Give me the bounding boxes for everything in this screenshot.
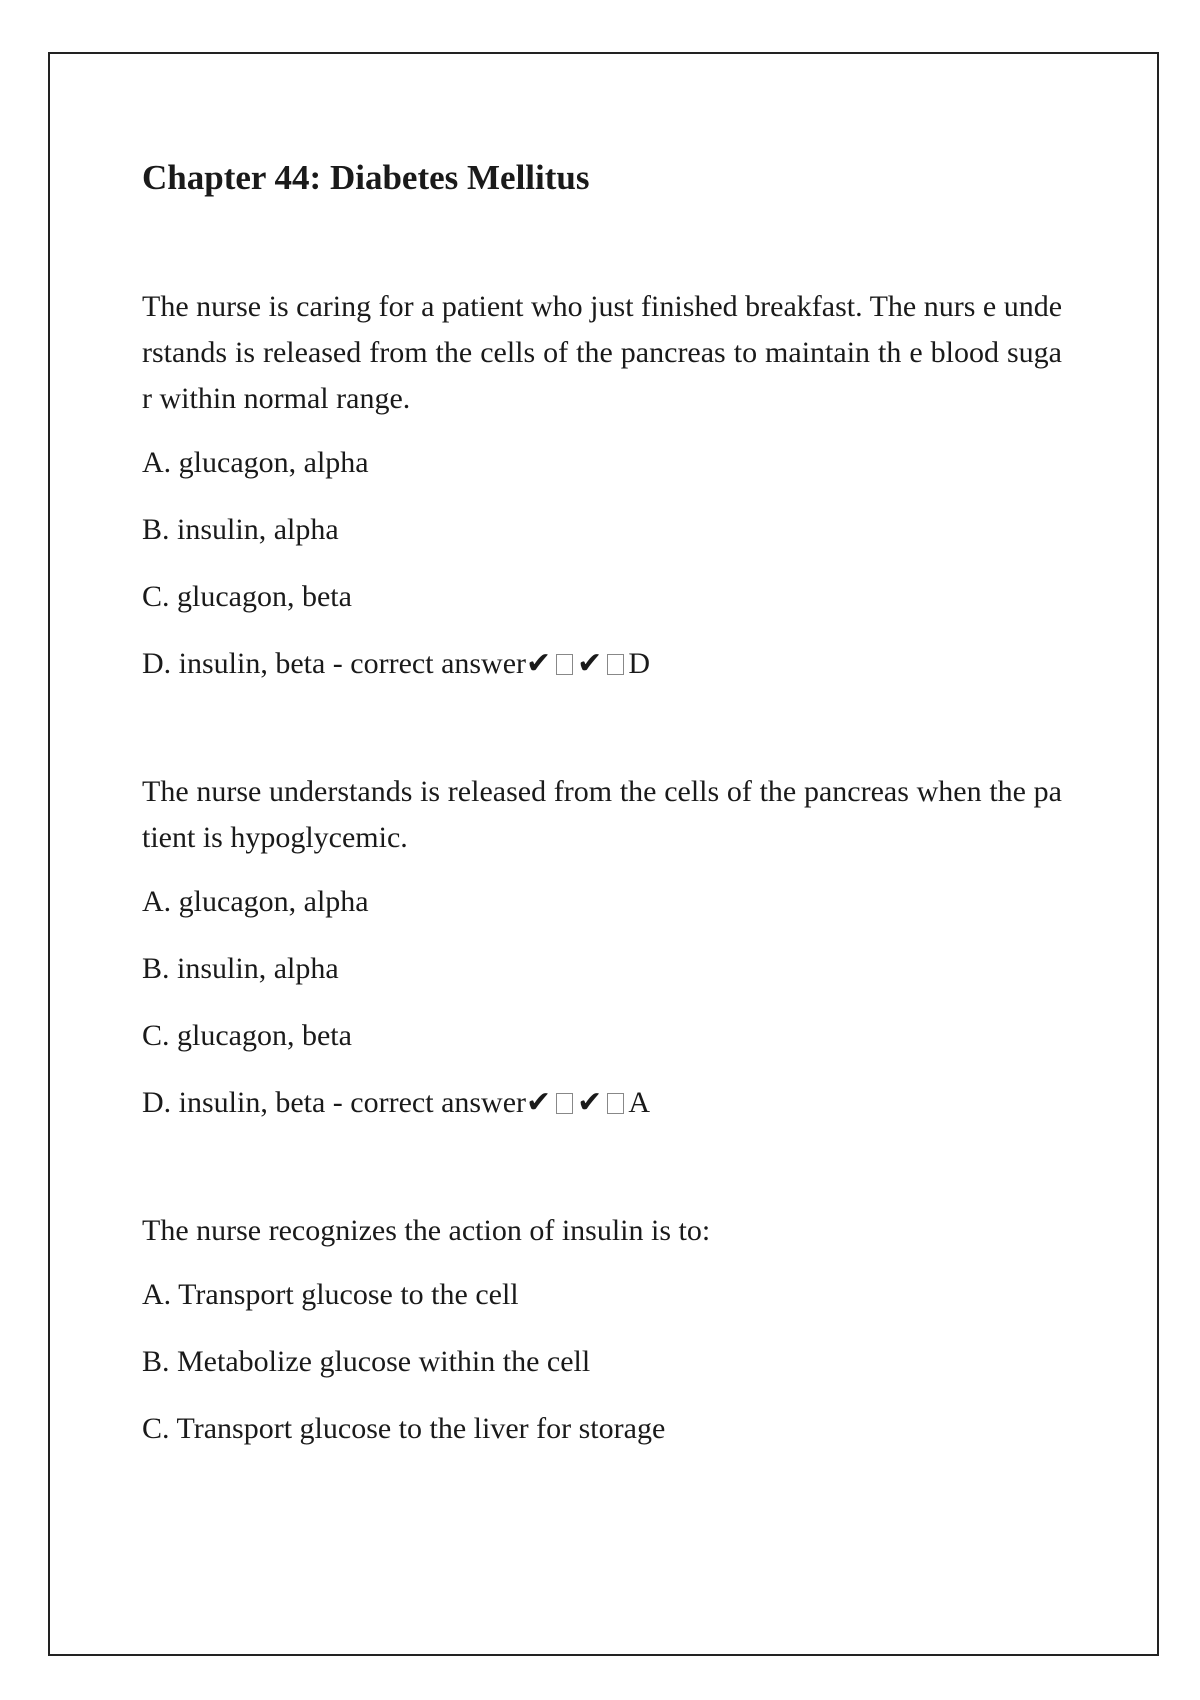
document-content <box>142 150 1062 1473</box>
option-b: B. insulin, alpha <box>142 952 339 985</box>
option-c: C. glucagon, beta <box>142 580 352 613</box>
option-b: B. Metabolize glucose within the cell <box>142 1345 591 1378</box>
option-a: A. glucagon, alpha <box>142 446 369 479</box>
chapter-title: Chapter 44: Diabetes Mellitus <box>142 158 590 197</box>
missing-glyph-box-icon <box>556 654 573 675</box>
question-stem: The nurse understands is released from the cells of the pancreas when the patient is hypoglycemic. <box>142 775 1062 854</box>
option-c: C. Transport glucose to the liver for storage <box>142 1412 666 1445</box>
check-mark-icon: ✔ <box>577 646 603 681</box>
option-a: A. glucagon, alpha <box>142 885 369 918</box>
question-2 <box>142 769 1062 1126</box>
option-b: B. insulin, alpha <box>142 513 339 546</box>
missing-glyph-box-icon <box>556 1093 573 1114</box>
option-d-text: D. insulin, beta - correct answer <box>142 1086 527 1119</box>
option-c: C. glucagon, beta <box>142 1019 352 1052</box>
check-mark-icon: ✔ <box>526 1085 552 1120</box>
option-d-with-answer <box>142 1080 1062 1126</box>
question-3 <box>142 1208 1062 1452</box>
option-a: A. Transport glucose to the cell <box>142 1278 519 1311</box>
answer-letter: D <box>628 647 650 680</box>
check-mark-icon: ✔ <box>577 1085 603 1120</box>
option-d-with-answer <box>142 641 1062 687</box>
question-1 <box>142 284 1062 687</box>
missing-glyph-box-icon <box>607 1093 624 1114</box>
check-mark-icon: ✔ <box>526 646 552 681</box>
missing-glyph-box-icon <box>607 654 624 675</box>
answer-letter: A <box>628 1086 650 1119</box>
question-stem: The nurse recognizes the action of insulin is to: <box>142 1214 711 1247</box>
question-stem: The nurse is caring for a patient who just finished breakfast. The nurs e understands is released from the cells of the pancreas to maintain th e blood sugar within normal range. <box>142 290 1063 415</box>
option-d-text: D. insulin, beta - correct answer <box>142 647 527 680</box>
